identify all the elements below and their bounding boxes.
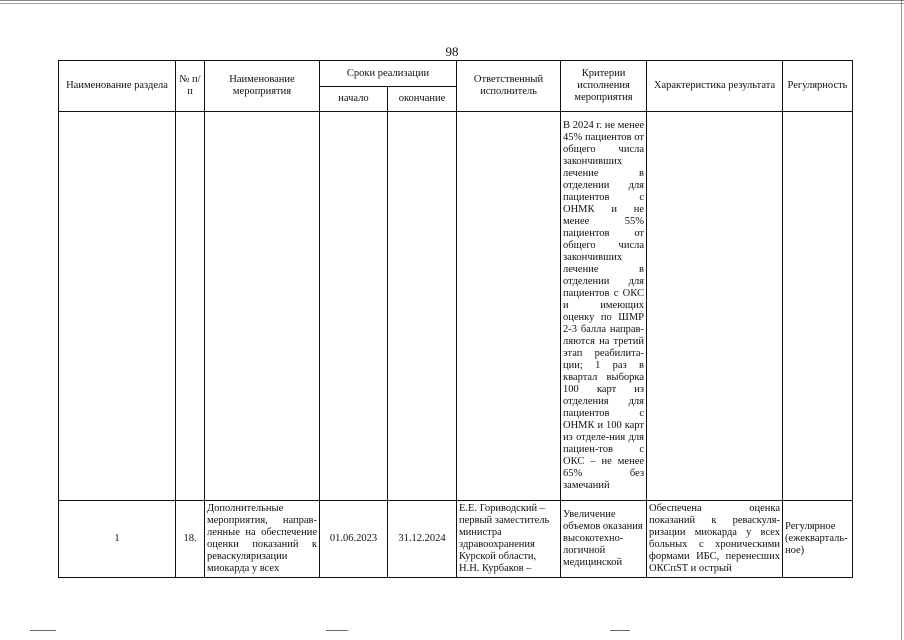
scan-edge-top [0, 0, 904, 6]
cell-num [176, 112, 205, 501]
cell-regularity [783, 112, 853, 501]
cell-regularity: Регулярное (ежекварталь-ное) [783, 501, 853, 578]
cell-section [59, 112, 176, 501]
scan-edge-bottom [0, 630, 904, 636]
table-row-continuation [59, 112, 853, 501]
header-result: Характеристика результата [647, 61, 783, 112]
header-section-name: Наименование раздела [59, 61, 176, 112]
header-implementation-terms: Сроки реализации [320, 61, 457, 87]
cell-end [388, 112, 457, 501]
cell-responsible: Е.Е. Гоpиводский – первый заместитель министра здравоохранения Курской области, Н.Н. Курбаков – [457, 501, 561, 578]
table-row-18 [59, 501, 853, 578]
cell-start: 01.06.2023 [320, 501, 388, 578]
scan-edge-right [900, 0, 904, 640]
cell-event [205, 112, 320, 501]
cell-event: Дополнительные мероприятия, направ-ленные на обеспечение оценки показаний к реваскуляризации миокарда у всех [205, 501, 320, 578]
cell-criteria: В 2024 г. не менее 45% пациентов от общего числа закончивших лечение в отделении для пациентов с ОНМК и не менее 55% пациентов от общего числа закончивших лечение в отделении для пациентов с ОКС и имеющих оценку по ШМР 2-3 балла направ-ляются на третий этап реабилита-ции; 1 раз в квартал выборка 100 карт из отделения для пациентов с ОНМК и 100 карт из отделе-ния для пациен-тов с ОКС – не менее 65% без замечаний [561, 112, 647, 501]
header-event-name: Наименование мероприятия [205, 61, 320, 112]
header-regularity: Регулярность [783, 61, 853, 112]
cell-responsible [457, 112, 561, 501]
header-responsible: Ответственный исполнитель [457, 61, 561, 112]
cell-start [320, 112, 388, 501]
cell-result [647, 112, 783, 501]
header-row-number: № п/п [176, 61, 205, 112]
header-start: начало [320, 87, 388, 112]
page-number: 98 [445, 44, 459, 59]
cell-num: 18. [176, 501, 205, 578]
document-table [58, 60, 853, 578]
header-criteria: Критерии исполнения мероприятия [561, 61, 647, 112]
header-end: окончание [388, 87, 457, 112]
cell-criteria: Увеличение объемов оказания высокотехно-логичной медицинской [561, 501, 647, 578]
cell-section: 1 [59, 501, 176, 578]
cell-end: 31.12.2024 [388, 501, 457, 578]
cell-result: Обеспечена оценка показаний к реваскуля-ризации миокарда у всех больных с хроническими формами ИБС, перенесших ОКСпST и острый [647, 501, 783, 578]
